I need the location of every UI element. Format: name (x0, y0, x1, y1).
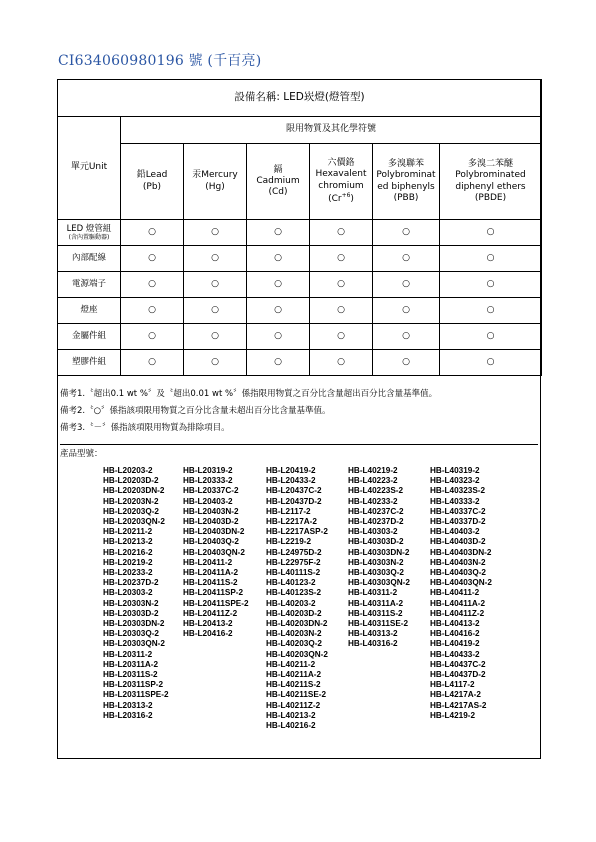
model-number: HB-L20316-2 (103, 710, 153, 720)
model-number: HB-L40223S-2 (348, 486, 404, 496)
model-number: HB-L40303QN-2 (348, 578, 410, 588)
table-row (58, 324, 542, 350)
model-number: HB-L20311A-2 (103, 659, 159, 669)
model-number: HB-L20219-2 (103, 557, 153, 567)
model-number: HB-L40211S-2 (266, 680, 321, 690)
table-cell: ○ (310, 350, 373, 376)
table-row (58, 298, 542, 324)
model-number: HB-L20203DN-2 (103, 486, 165, 496)
table-cell: ○ (121, 324, 184, 350)
model-number: HB-L20303N-2 (103, 598, 159, 608)
table-row (58, 272, 542, 298)
model-number: HB-L20311-2 (103, 649, 153, 659)
table-cell: ○ (373, 246, 440, 272)
model-number: HB-L20319-2 (183, 466, 233, 475)
table-cell: ○ (184, 298, 247, 324)
model-number: HB-L40313-2 (348, 629, 398, 639)
model-number: HB-L20437D-2 (266, 496, 322, 506)
table-cell: ○ (373, 298, 440, 324)
model-number: HB-L40437D-2 (430, 670, 486, 680)
model-number: HB-L40303DN-2 (348, 547, 410, 557)
model-column-2 (183, 466, 249, 639)
model-column-1 (103, 466, 169, 721)
col-header-pbb: 多溴聯苯 Polybrominat ed biphenyls (PBB) (373, 144, 440, 220)
model-number: HB-L40211A-2 (266, 670, 322, 680)
table-row (58, 350, 542, 376)
table-cell: ○ (440, 324, 542, 350)
notes (60, 386, 538, 437)
models-label: 產品型號： (60, 449, 103, 459)
table-cell: ○ (440, 298, 542, 324)
table-cell: ○ (310, 220, 373, 246)
table-cell: ○ (247, 272, 310, 298)
model-number: HB-L20403-2 (183, 496, 233, 506)
model-number: HB-L40433-2 (430, 649, 480, 659)
model-number: HB-L40403QN-2 (430, 578, 492, 588)
model-number: HB-L4217A-2 (430, 690, 481, 700)
model-number: HB-L20203QN-2 (103, 517, 165, 527)
table-cell: ○ (373, 350, 440, 376)
table-row (58, 246, 542, 272)
note-2: 備考2.〝○〞係指該項限用物質之百分比含量未超出百分比含量基準值。 (60, 406, 331, 416)
model-number: HB-L40219-2 (348, 466, 398, 475)
model-number: HB-L20411S-2 (183, 578, 238, 588)
model-number: HB-L40333-2 (430, 496, 480, 506)
model-number: HB-L20233-2 (103, 568, 153, 578)
model-number: HB-L20403D-2 (183, 517, 239, 527)
table-cell: ○ (247, 324, 310, 350)
model-number: HB-L20313-2 (103, 700, 153, 710)
note-3: 備考3.〝－〞係指該項限用物質為排除項目。 (60, 423, 230, 433)
model-number: HB-L40303N-2 (348, 557, 404, 567)
model-number: HB-L2217A-2 (266, 517, 317, 527)
table-row (58, 220, 542, 246)
table-cell: ○ (373, 272, 440, 298)
model-number: HB-L20411A-2 (183, 568, 239, 578)
table-cell: ○ (247, 246, 310, 272)
model-number: HB-L20411SPE-2 (183, 598, 249, 608)
table-cell: ○ (121, 298, 184, 324)
unit-header: 單元Unit (58, 117, 121, 220)
model-number: HB-L40303Q-2 (348, 568, 404, 578)
row-label: 內部配線 (58, 246, 121, 272)
model-number: HB-L40411-2 (430, 588, 480, 598)
model-number: HB-L40323S-2 (430, 486, 486, 496)
model-number: HB-L20203N-2 (103, 496, 159, 506)
table-cell: ○ (440, 220, 542, 246)
model-number: HB-L20303D-2 (103, 608, 159, 618)
model-number: HB-L20416-2 (183, 629, 233, 639)
model-number: HB-L40311A-2 (348, 598, 404, 608)
document-id: CI634060980196 號 (千百亮) (58, 53, 262, 69)
equipment-title: 設備名稱: LED崁燈(燈管型) (58, 80, 542, 117)
model-number: HB-L40319-2 (430, 466, 480, 475)
model-number: HB-L40411A-2 (430, 598, 486, 608)
table-cell: ○ (247, 298, 310, 324)
model-number: HB-L40216-2 (266, 721, 316, 731)
table-cell: ○ (121, 220, 184, 246)
table-cell: ○ (184, 350, 247, 376)
model-number: HB-L20403N-2 (183, 506, 239, 516)
rohs-table (57, 79, 542, 376)
model-number: HB-L20403Q-2 (183, 537, 239, 547)
model-number: HB-L20411SP-2 (183, 588, 244, 598)
col-header-chromium: 六價鉻 Hexavalent chromium $(Cr^{+6})$ (310, 144, 373, 220)
model-number: HB-L40203Q-2 (266, 639, 322, 649)
table-cell: ○ (440, 350, 542, 376)
model-number: HB-L20411-2 (183, 557, 233, 567)
model-number: HB-L40203QN-2 (266, 649, 328, 659)
model-number: HB-L40237C-2 (348, 506, 404, 516)
model-number: HB-L40233-2 (348, 496, 398, 506)
model-number: HB-L40403DN-2 (430, 547, 492, 557)
table-cell: ○ (440, 246, 542, 272)
model-number: HB-L40123S-2 (266, 588, 322, 598)
model-number: HB-L22975F-2 (266, 557, 321, 567)
model-number: HB-L40111S-2 (266, 568, 321, 578)
col-header-pbde: 多溴二苯醚 Polybrominated diphenyl ethers (PBDE) (440, 144, 542, 220)
model-number: HB-L40223-2 (348, 476, 398, 486)
model-number: HB-L40123-2 (266, 578, 316, 588)
table-cell: ○ (121, 350, 184, 376)
model-number: HB-L20213-2 (103, 537, 153, 547)
note-1: 備考1.〝超出0.1 wt %〞及〝超出0.01 wt %〞係指限用物質之百分比含量超出百分比含量基準值。 (60, 389, 438, 399)
model-number: HB-L40203D-2 (266, 608, 322, 618)
model-number: HB-L40411Z-2 (430, 608, 485, 618)
table-cell: ○ (310, 298, 373, 324)
model-number: HB-L20303DN-2 (103, 619, 165, 629)
table-cell: ○ (247, 220, 310, 246)
row-label: 金屬件組 (58, 324, 121, 350)
model-number: HB-L40211-2 (266, 659, 316, 669)
model-number: HB-L20411Z-2 (183, 608, 238, 618)
model-number: HB-L40413-2 (430, 619, 480, 629)
model-number: HB-L20303QN-2 (103, 639, 165, 649)
model-number: HB-L4217AS-2 (430, 700, 487, 710)
model-number: HB-L40337D-2 (430, 517, 486, 527)
model-number: HB-L40419-2 (430, 639, 480, 649)
model-number: HB-L20203-2 (103, 466, 153, 475)
table-cell: ○ (310, 272, 373, 298)
col-header-cadmium: 鎘 Cadmium (Cd) (247, 144, 310, 220)
model-number: HB-L40403N-2 (430, 557, 486, 567)
model-number: HB-L40203DN-2 (266, 619, 328, 629)
model-number: HB-L40213-2 (266, 710, 316, 720)
table-cell: ○ (373, 324, 440, 350)
model-number: HB-L24975D-2 (266, 547, 322, 557)
model-number: HB-L20337C-2 (183, 486, 239, 496)
substances-header: 限用物質及其化學符號 (121, 117, 542, 144)
model-number: HB-L20311SP-2 (103, 680, 164, 690)
models-divider (60, 444, 538, 446)
table-cell: ○ (440, 272, 542, 298)
table-cell: ○ (121, 246, 184, 272)
row-label: 燈座 (58, 298, 121, 324)
table-cell: ○ (184, 220, 247, 246)
model-number: HB-L20303Q-2 (103, 629, 159, 639)
model-number: HB-L20437C-2 (266, 486, 322, 496)
table-cell: ○ (121, 272, 184, 298)
model-number: HB-L40303D-2 (348, 537, 404, 547)
model-number: HB-L40203N-2 (266, 629, 322, 639)
model-number: HB-L40316-2 (348, 639, 398, 649)
model-number: HB-L20203D-2 (103, 476, 159, 486)
model-number: HB-L20237D-2 (103, 578, 159, 588)
model-number: HB-L20303-2 (103, 588, 153, 598)
row-label: 電源端子 (58, 272, 121, 298)
model-number: HB-L40211SE-2 (266, 690, 327, 700)
model-column-5 (430, 466, 492, 721)
model-number: HB-L20403DN-2 (183, 527, 245, 537)
model-number: HB-L40403Q-2 (430, 568, 486, 578)
model-number: HB-L40403D-2 (430, 537, 486, 547)
table-cell: ○ (373, 220, 440, 246)
model-number: HB-L2217ASP-2 (266, 527, 328, 537)
model-number: HB-L20413-2 (183, 619, 233, 629)
model-number: HB-L20333-2 (183, 476, 233, 486)
model-number: HB-L20216-2 (103, 547, 153, 557)
model-number: HB-L40211Z-2 (266, 700, 321, 710)
model-number: HB-L40303-2 (348, 527, 398, 537)
model-number: HB-L20403QN-2 (183, 547, 245, 557)
model-number: HB-L40311-2 (348, 588, 398, 598)
model-number: HB-L20311S-2 (103, 670, 158, 680)
model-number: HB-L20419-2 (266, 466, 316, 475)
table-cell: ○ (247, 350, 310, 376)
model-number: HB-L20311SPE-2 (103, 690, 169, 700)
table-cell: ○ (310, 246, 373, 272)
model-number: HB-L20203Q-2 (103, 506, 159, 516)
model-column-4 (348, 466, 410, 650)
col-header-mercury: 汞Mercury (Hg) (184, 144, 247, 220)
model-number: HB-L40323-2 (430, 476, 480, 486)
row-label: LED 燈管組 (含內置驅動器) (58, 220, 121, 246)
model-number: HB-L2219-2 (266, 537, 312, 547)
model-number: HB-L20211-2 (103, 527, 153, 537)
model-number: HB-L4117-2 (430, 680, 475, 690)
table-cell: ○ (184, 324, 247, 350)
model-number: HB-L4219-2 (430, 710, 476, 720)
model-number: HB-L40237D-2 (348, 517, 404, 527)
col-header-lead: 鉛Lead (Pb) (121, 144, 184, 220)
table-cell: ○ (184, 246, 247, 272)
table-cell: ○ (184, 272, 247, 298)
model-number: HB-L40311SE-2 (348, 619, 409, 629)
model-number: HB-L2117-2 (266, 506, 311, 516)
model-number: HB-L40203-2 (266, 598, 316, 608)
model-number: HB-L40416-2 (430, 629, 480, 639)
table-cell: ○ (310, 324, 373, 350)
row-label: 塑膠件組 (58, 350, 121, 376)
model-number: HB-L40311S-2 (348, 608, 403, 618)
model-number: HB-L40437C-2 (430, 659, 486, 669)
model-number: HB-L40337C-2 (430, 506, 486, 516)
model-number: HB-L20433-2 (266, 476, 316, 486)
model-column-3 (266, 466, 328, 731)
model-number: HB-L40403-2 (430, 527, 480, 537)
